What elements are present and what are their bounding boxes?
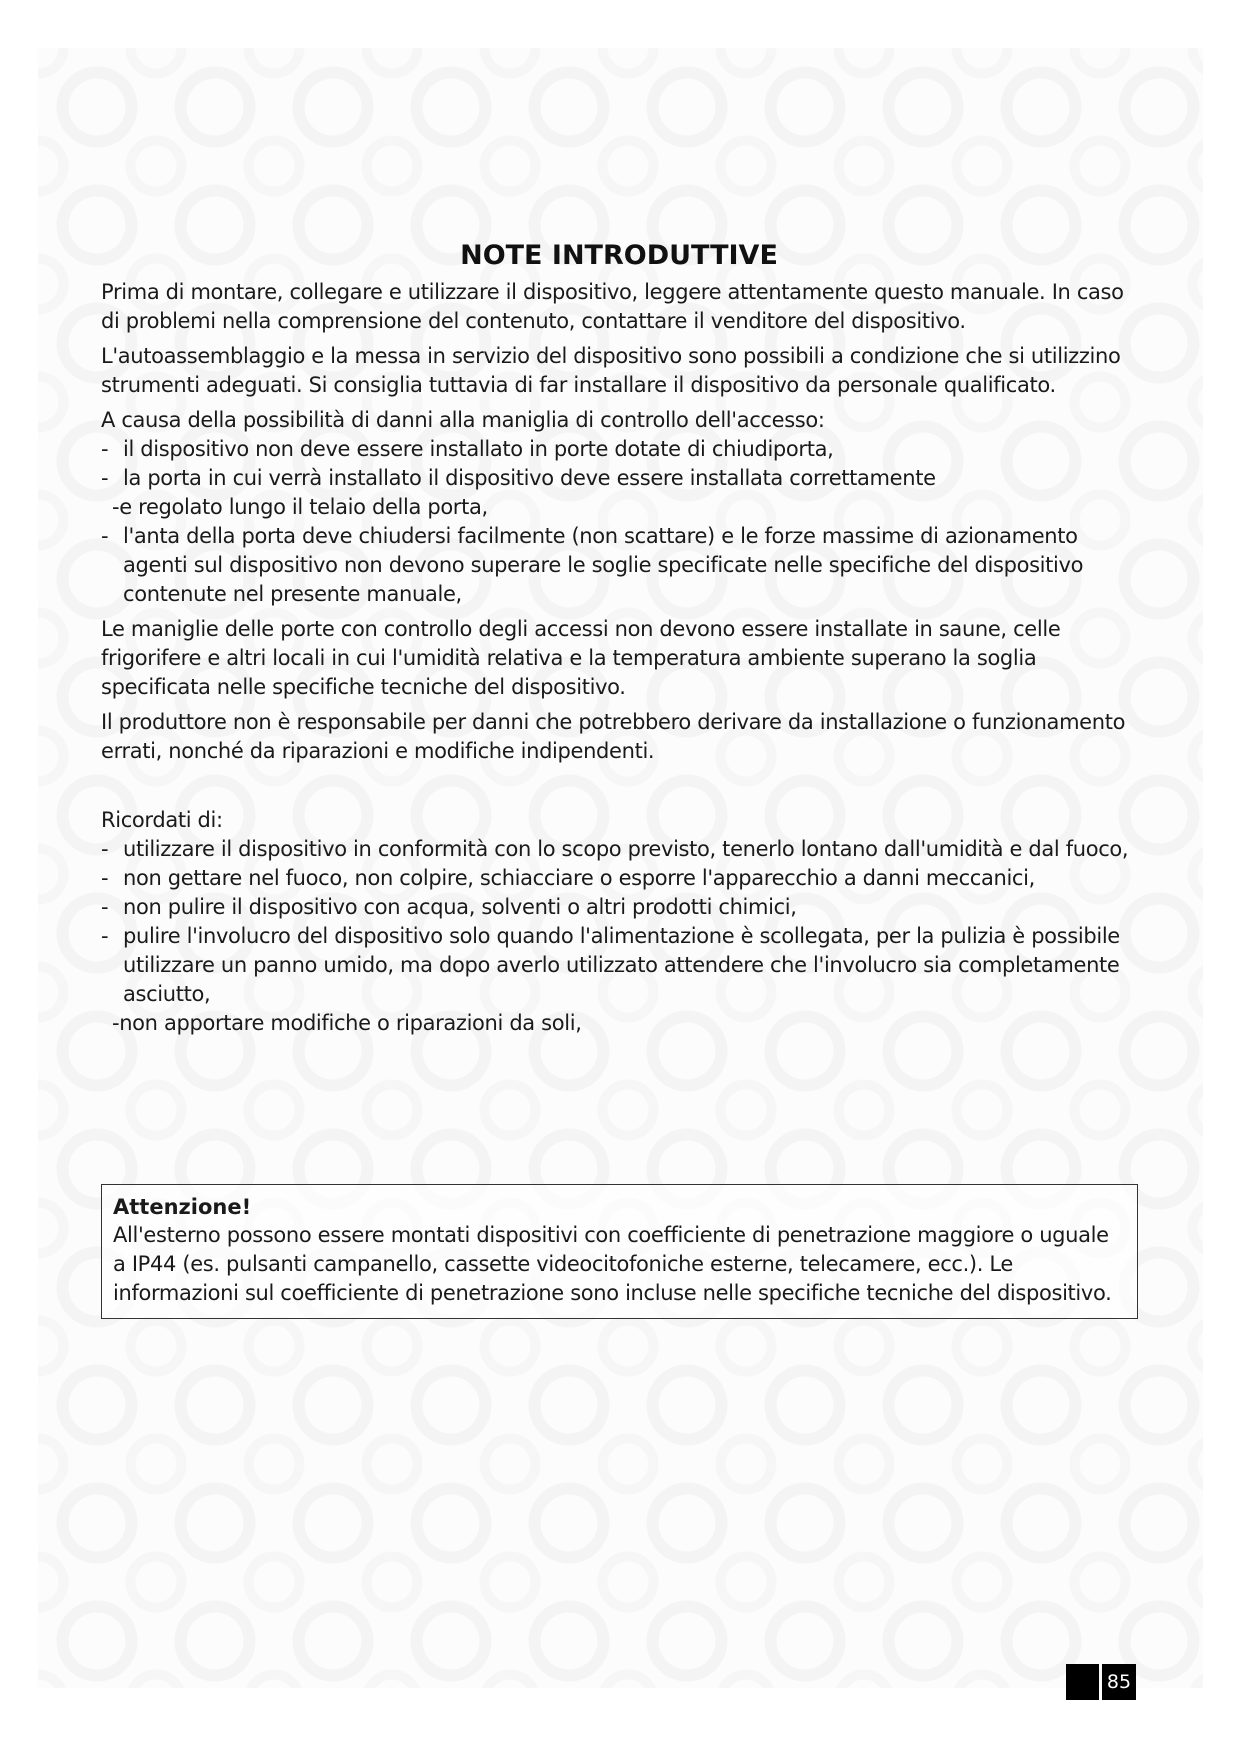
remember-list [101,835,1137,1009]
warning-text: All'esterno possono essere montati dispositivi con coefficiente di penetrazione maggiore o uguale a IP44 (es. pulsanti campanello, cassette videocitofoniche esterne, telecamere, ecc.). Le informazioni sul coefficiente di penetrazione sono incluse nelle specifiche tecniche del dispositivo. [113,1223,1112,1305]
intro-paragraph-2: L'autoassemblaggio e la messa in servizio del dispositivo sono possibili a condizione che si utilizzino strumenti adeguati. Si consiglia tuttavia di far installare il dispositivo da personale qualificato. [101,344,1121,397]
list-item: - pulire l'involucro del dispositivo solo quando l'alimentazione è scollegata, per la pulizia è possibile utilizzare un panno umido, ma dopo averlo utilizzato attendere che l'involucro sia completamente asciutto, [101,922,1137,1009]
list-item: - utilizzare il dispositivo in conformità con lo scopo previsto, tenerlo lontano dall'umidità e dal fuoco, [101,835,1137,864]
page-number: 85 [1102,1664,1136,1700]
warning-box [101,1184,1138,1319]
page-title: NOTE INTRODUTTIVE [460,240,778,271]
body-paragraph-4: Le maniglie delle porte con controllo degli accessi non devono essere installate in saune, celle frigorifere e altri locali in cui l'umidità relativa e la temperatura ambiente superano la soglia specificata nelle specifiche tecniche del dispositivo. [101,617,1061,699]
list-item-continuation: -non apportare modifiche o riparazioni da soli, [112,1011,582,1035]
spacer [101,772,1137,806]
page-marker [1066,1664,1099,1700]
damage-list-continued [101,522,1137,609]
page-number-badge [1066,1664,1136,1700]
list-item: - non pulire il dispositivo con acqua, solventi o altri prodotti chimici, [101,893,1137,922]
intro-paragraph-3: A causa della possibilità di danni alla maniglia di controllo dell'accesso: [101,408,825,432]
document-body [101,228,1137,1038]
list-item: - la porta in cui verrà installato il dispositivo deve essere installata correttamente [101,464,1137,493]
body-paragraph-5: Il produttore non è responsabile per danni che potrebbero derivare da installazione o funzionamento errati, nonché da riparazioni e modifiche indipendenti. [101,710,1126,763]
list-item-continuation: -e regolato lungo il telaio della porta, [112,495,488,519]
list-item: - l'anta della porta deve chiudersi facilmente (non scattare) e le forze massime di azionamento agenti sul dispositivo non devono superare le soglie specificate nelle specifiche del dispositivo contenute nel presente manuale, [101,522,1137,609]
remember-heading: Ricordati di: [101,808,223,832]
warning-title: Attenzione! [113,1195,252,1219]
intro-paragraph-1: Prima di montare, collegare e utilizzare il dispositivo, leggere attentamente questo manuale. In caso di problemi nella comprensione del contenuto, contattare il venditore del dispositivo. [101,280,1124,333]
list-item: - il dispositivo non deve essere installato in porte dotate di chiudiporta, [101,435,1137,464]
damage-list [101,435,1137,493]
list-item: - non gettare nel fuoco, non colpire, schiacciare o esporre l'apparecchio a danni meccanici, [101,864,1137,893]
